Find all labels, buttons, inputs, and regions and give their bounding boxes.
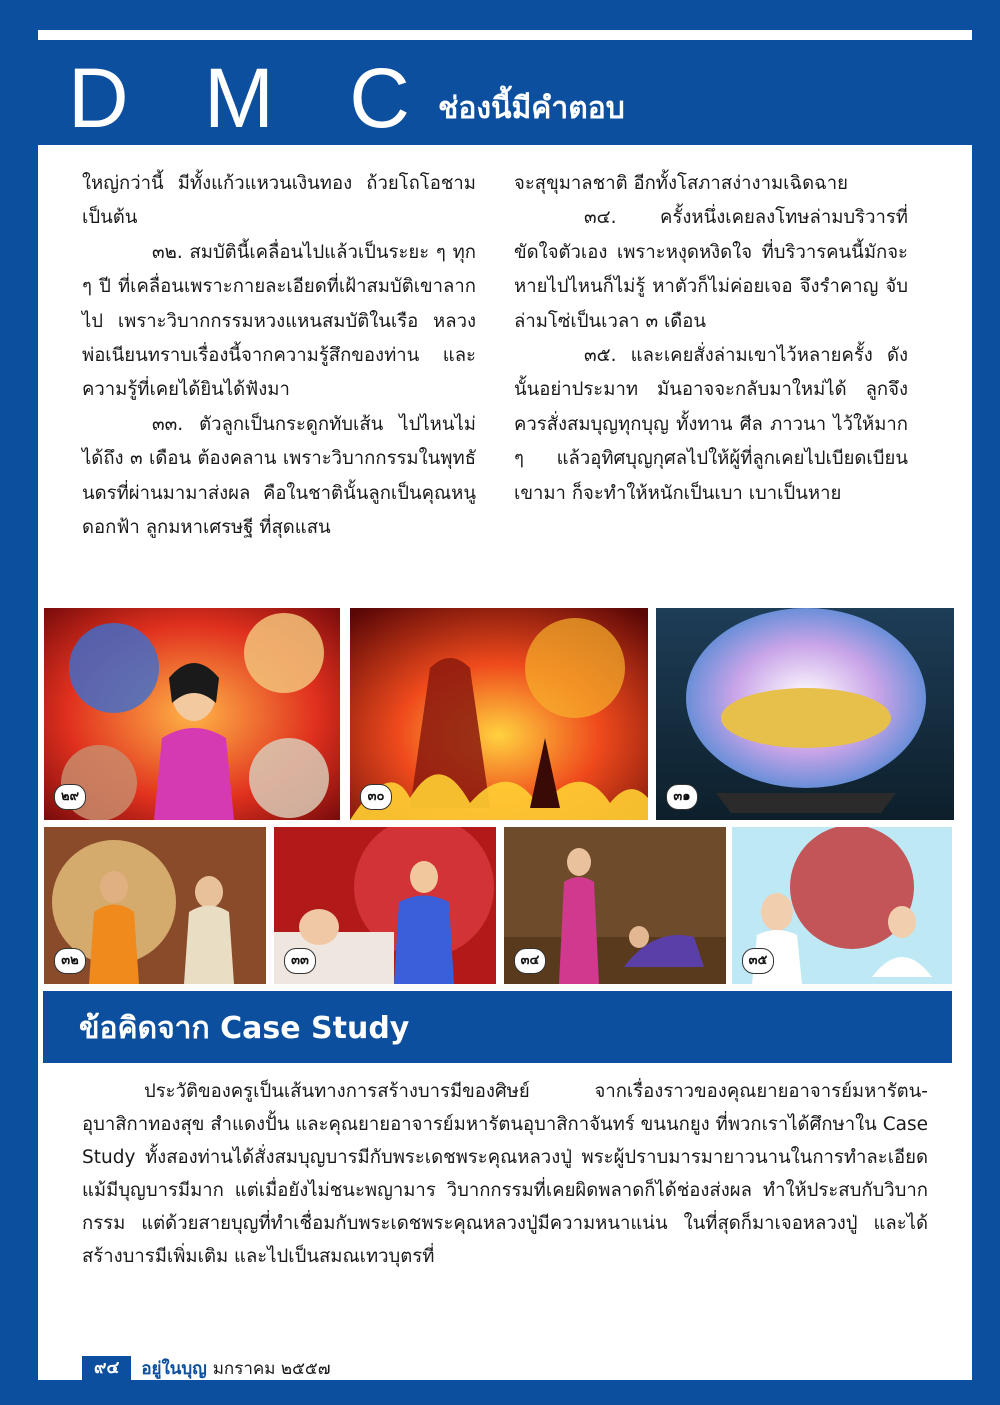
top-rule	[38, 30, 972, 40]
magazine-name: อยู่ในบุญ	[141, 1358, 207, 1379]
sunken-treasure-boat-illustration	[656, 608, 954, 820]
illustration-33	[274, 827, 496, 984]
paragraph: จะสุขุมาลชาติ อีกทั้งโสภาสง่างามเฉิดฉาย	[514, 173, 848, 194]
page-content	[38, 145, 972, 1380]
page-footer	[82, 1355, 331, 1381]
paragraph: ประวัติของครูเป็นเส้นทางการสร้างบารมีของศิษย์ จากเรื่องราวของคุณยายอาจารย์มหารัตน-อุบาสิกาทองสุข สำแดงปั้น และคุณยายอาจารย์มหารัตนอุบาสิกาจันทร์ ขนนกยูง ที่พวกเราได้ศึกษาใน Case Study ทั้งสองท่านได้สั่งสมบุญบารมีกับพระเดชพระคุณหลวงปู่ พระผู้ปราบมารมายาวนานในการทำละเอียด แม้มีบุญบารมีมาก แต่เมื่อยังไม่ชนะพญามาร วิบากกรรมที่เคยผิดพลาดก็ได้ช่องส่งผล ทำให้ประสบกับวิบากกรรม แต่ด้วยสายบุญที่ทำเชื่อมกับพระเดชพระคุณหลวงปู่มีความหนาแน่น ในที่สุดก็มาเจอหลวงปู่ และได้สร้างบารมีเพิ่มเติม และไปเป็นสมณเทวบุตรที่	[82, 1081, 928, 1267]
paragraph: ๓๔. ครั้งหนึ่งเคยลงโทษล่ามบริวารที่ขัดใจตัวเอง เพราะหงุดหงิดใจ ที่บริวารคนนี้มักจะหายไปไหนก็ไม่รู้ หาตัวก็ไม่ค่อยเจอ จึงรำคาญ จับล่ามโซ่เป็นเวลา ๓ เดือน	[514, 207, 908, 332]
illustration-32	[44, 827, 266, 984]
page-number: ๙๔	[82, 1356, 131, 1380]
hell-fire-illustration	[350, 608, 648, 820]
paragraph: ๓๒. สมบัตินี้เคลื่อนไปแล้วเป็นระยะ ๆ ทุก ๆ ปี ที่เคลื่อนเพราะกายละเอียดที่เฝ้าสมบัติเขาลากไป เพราะวิบากกรรมหวงแหนสมบัติในเรือ หลวงพ่อเนียนทราบเรื่องนี้จากความรู้สึกของท่าน และความรู้ที่เคยได้ยินได้ฟังมา	[82, 241, 476, 401]
brand-logo: D M C	[68, 51, 436, 145]
section-title: ข้อคิดจาก Case Study	[79, 1011, 410, 1046]
illustration-31	[656, 608, 954, 820]
image-number-badge: ๓๑	[666, 784, 698, 810]
section-body	[82, 1075, 928, 1273]
image-number-badge: ๓๐	[360, 784, 392, 810]
image-number-badge: ๒๙	[54, 784, 86, 810]
header	[68, 51, 625, 145]
section-subtitle: ช่องนี้มีคำตอบ	[437, 91, 625, 126]
illustration-35	[732, 827, 952, 984]
illustration-30	[350, 608, 648, 820]
issue-date: มกราคม ๒๕๕๗	[212, 1358, 331, 1379]
paragraph: ๓๓. ตัวลูกเป็นกระดูกทับเส้น ไปไหนไม่ได้ถึง ๓ เดือน ต้องคลาน เพราะวิบากกรรมในพุทธันดรที่ผ่านมามาส่งผล คือในชาตินั้นลูกเป็นคุณหนูดอกฟ้า ลูกมหาเศรษฐี ที่สุดแสน	[82, 413, 476, 539]
paragraph: ใหญ่กว่านี้ มีทั้งแก้วแหวนเงินทอง ถ้วยโถโอชาม เป็นต้น	[82, 173, 476, 229]
text-column-left	[82, 167, 476, 545]
image-number-badge: ๓๔	[514, 948, 546, 974]
paragraph: ๓๕. และเคยสั่งล่ามเขาไว้หลายครั้ง ดังนั้นอย่าประมาท มันอาจจะกลับมาใหม่ได้ ลูกจึงควรสั่งสมบุญทุกบุญ ทั้งทาน ศีล ภาวนา ไว้ให้มาก ๆ แล้วอุทิศบุญกุศลไปให้ผู้ที่ลูกเคยไปเบียดเบียนเขามา ก็จะทำให้หนักเป็นเบา เบาเป็นหาย	[514, 345, 908, 504]
text-column-right	[514, 167, 908, 511]
image-number-badge: ๓๒	[54, 948, 86, 974]
image-number-badge: ๓๓	[284, 948, 316, 974]
illustration-29	[44, 608, 340, 820]
section-heading-band	[43, 991, 952, 1063]
image-number-badge: ๓๕	[742, 948, 774, 974]
family-memories-illustration	[44, 608, 340, 820]
illustration-34	[504, 827, 726, 984]
